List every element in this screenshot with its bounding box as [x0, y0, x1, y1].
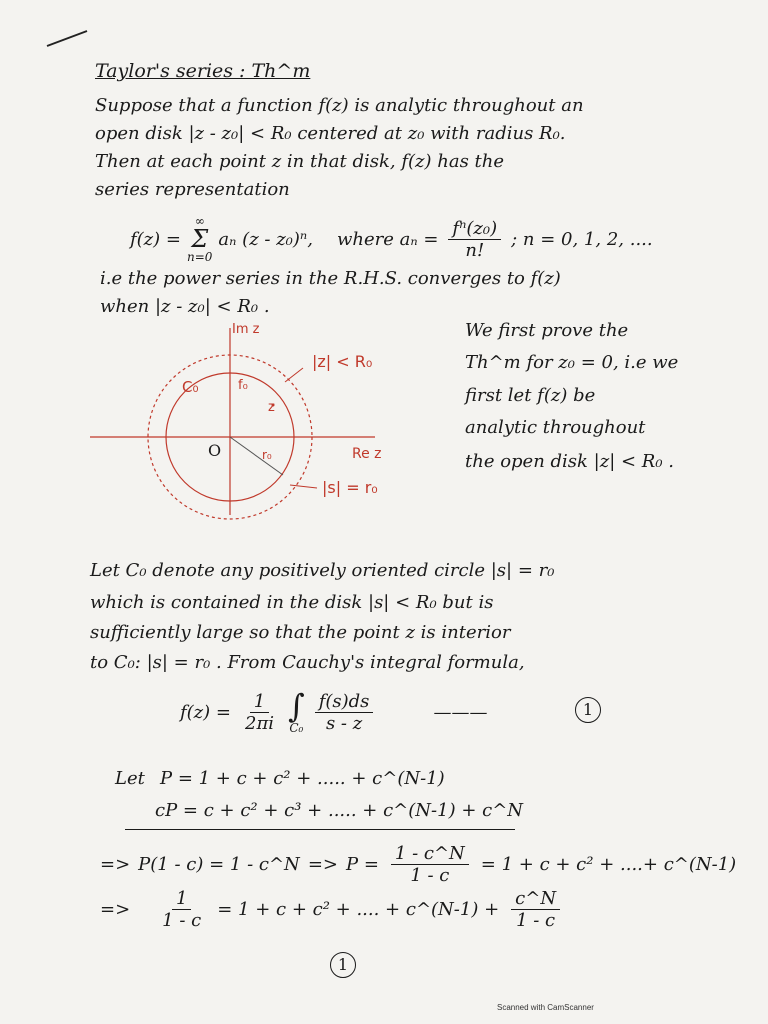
r0-label: r₀: [262, 448, 272, 462]
integral-sign-icon: ∫: [288, 687, 305, 725]
equation-number: 1: [575, 697, 601, 723]
series-formula: [130, 215, 653, 263]
sum-bottom: n=0: [187, 250, 213, 264]
proof-line-2: Th^m for z₀ = 0, i.e we: [465, 352, 679, 373]
d2-den2: 1 - c: [516, 910, 556, 931]
intro-line-4: series representation: [95, 179, 290, 200]
c0-label: C₀: [182, 378, 199, 396]
d2-num2: c^N: [511, 888, 560, 910]
proof-line-1: We first prove the: [465, 320, 629, 341]
scanner-watermark: Scanned with CamScanner: [497, 1003, 594, 1012]
p-equation: P = 1 + c + c² + ..... + c^(N-1): [160, 768, 445, 789]
converge-line-1: i.e the power series in the R.H.S. converges to f(z): [100, 268, 561, 289]
equation-dash: ———: [433, 701, 488, 723]
cauchy-formula: [180, 687, 488, 735]
pen-stroke-mark: [45, 28, 90, 48]
let-label: Let: [115, 768, 145, 789]
d1-num: 1 - c^N: [391, 843, 469, 865]
d2-num: 1: [172, 888, 191, 910]
converge-line-2: when |z - z₀| < R₀ .: [100, 296, 270, 317]
integral-sub: C₀: [289, 721, 304, 735]
intro-line-2: open disk |z - z₀| < R₀ centered at z₀ with radius R₀.: [95, 123, 566, 144]
cauchy-prefactor: [241, 691, 278, 734]
point-label: f₀: [238, 378, 248, 393]
cauchy-lhs: f(z) =: [180, 701, 231, 723]
prefactor-num: 1: [250, 691, 269, 713]
derivation-line-1: [100, 843, 736, 886]
z-label: z: [268, 400, 275, 415]
d2-remainder: [511, 888, 560, 931]
d1-series: = 1 + c + c² + ....+ c^(N-1): [480, 854, 737, 875]
d1-implies: =>: [307, 854, 338, 875]
proof-line-5: the open disk |z| < R₀ .: [465, 451, 675, 472]
prefactor-den: 2πi: [245, 712, 275, 734]
d2-fraction: [158, 888, 205, 931]
letc0-line-4: to C₀: |s| = r₀ . From Cauchy's integral formula,: [90, 652, 525, 673]
derivation-line-2: [100, 888, 564, 931]
series-lhs: f(z) =: [130, 228, 181, 250]
intro-line-3: Then at each point z in that disk, f(z) has the: [95, 151, 505, 172]
origin-label: O: [208, 441, 222, 460]
letc0-line-1: Let C₀ denote any positively oriented circle |s| = r₀: [90, 560, 555, 581]
subtraction-rule: [125, 829, 515, 830]
radius-r0-line: [230, 437, 283, 475]
d1-p: P =: [345, 854, 379, 875]
cp-equation: cP = c + c² + c³ + ..... + c^(N-1) + c^N: [155, 800, 524, 821]
re-z-label: Re z: [352, 446, 382, 462]
proof-line-3: first let f(z) be: [465, 385, 596, 406]
implies-arrow-2: =>: [100, 899, 131, 920]
letc0-line-3: sufficiently large so that the point z is interior: [90, 622, 511, 643]
intro-line-1: Suppose that a function f(z) is analytic throughout an: [95, 95, 584, 116]
n-values: ; n = 0, 1, 2, ....: [511, 228, 653, 250]
series-where: where aₙ =: [336, 228, 439, 250]
d1a: P(1 - c) = 1 - c^N: [138, 854, 300, 875]
page-number: 1: [330, 952, 356, 978]
letc0-line-2: which is contained in the disk |s| < R₀ but is: [90, 592, 494, 613]
coef-den: n!: [465, 239, 485, 261]
d1-fraction: [391, 843, 469, 886]
sum-top: ∞: [194, 214, 205, 228]
d2-series: = 1 + c + c² + .... + c^(N-1) +: [217, 899, 500, 920]
R0-label: |z| < R₀: [312, 352, 373, 371]
coefficient-fraction: [448, 218, 501, 261]
arrow-to-R0: [285, 368, 303, 382]
integrand-den: s - z: [325, 712, 363, 734]
im-z-label: Im z: [232, 322, 260, 337]
coef-num: fⁿ(z₀): [448, 218, 501, 240]
sum-symbol: Σ: [191, 225, 209, 253]
integrand-num: f(s)ds: [315, 691, 374, 713]
integrand: [315, 691, 374, 734]
page-title: Taylor's series : Th^m: [95, 60, 311, 82]
d1-den: 1 - c: [410, 865, 450, 886]
d2-den: 1 - c: [162, 910, 202, 931]
series-term: aₙ (z - z₀)ⁿ,: [218, 228, 313, 250]
proof-line-4: analytic throughout: [465, 417, 646, 438]
s-r0-label: |s| = r₀: [322, 478, 378, 497]
implies-arrow: =>: [100, 854, 131, 875]
